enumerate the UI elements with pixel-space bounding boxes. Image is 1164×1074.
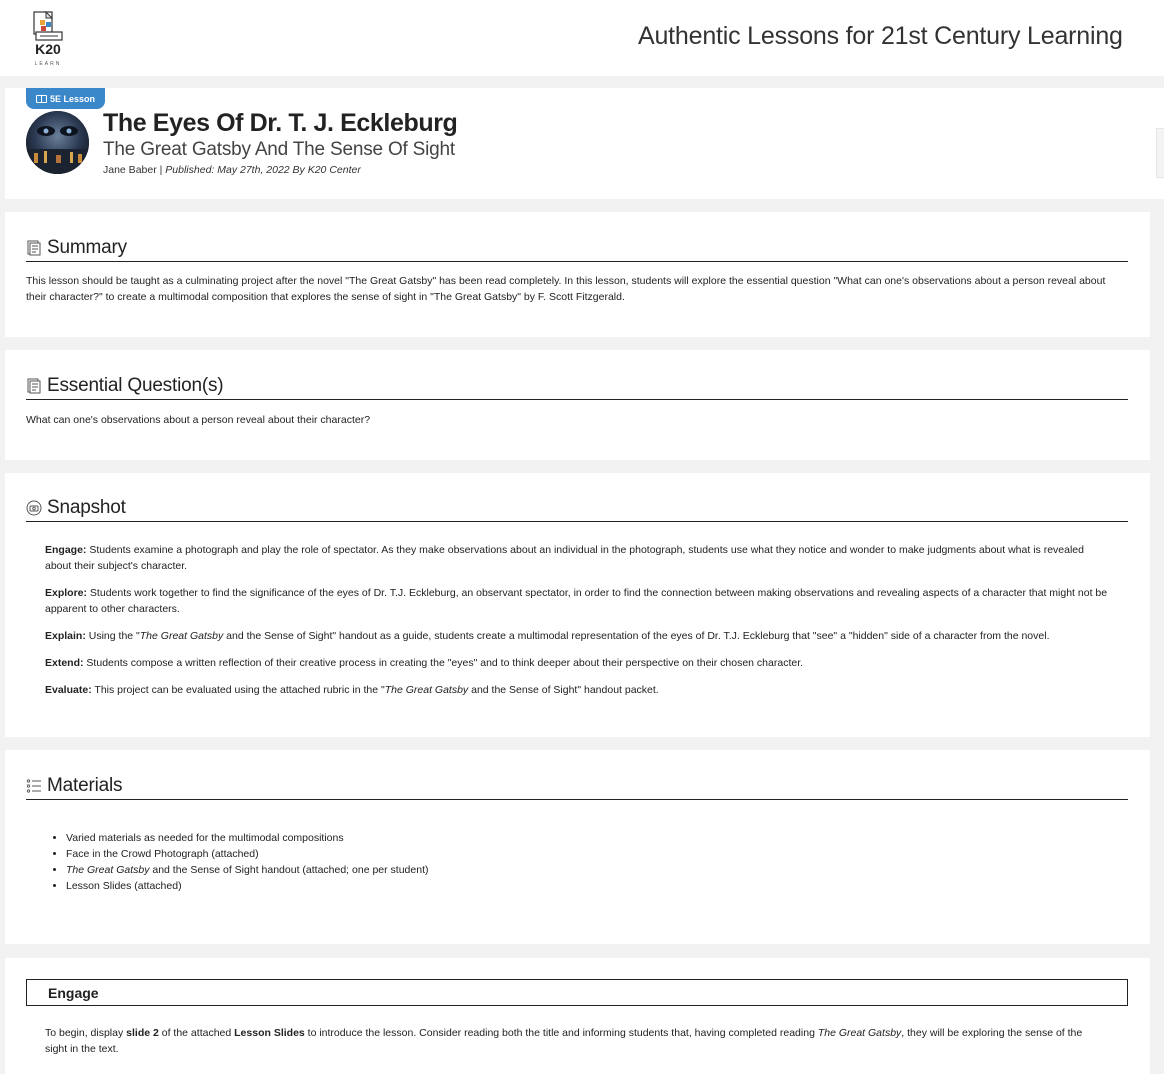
lesson-byline: Jane Baber | Published: May 27th, 2022 By K20 Center (103, 164, 361, 176)
snapshot-heading (26, 496, 1128, 522)
list-icon (26, 778, 42, 794)
logo-wordmark: K20 (35, 41, 61, 57)
site-tagline: Authentic Lessons for 21st Century Learning (638, 22, 1123, 50)
snapshot-item-engage: Engage: Students examine a photograph and play the role of spectator. As they make observations about an individual in the photograph, students use what they notice and wonder to make judgments about what is revealed about their subject's character. (45, 544, 1084, 572)
summary-text: This lesson should be taught as a culminating project after the novel "The Great Gatsby" has been read completely. In this lesson, students will explore the essential question "What can one's observations about a person reveal about their character?" to create a multimodal composition that explores the sense of sight in "The Great Gatsby" by F. Scott Fitzgerald. (26, 275, 1106, 303)
document-icon (26, 378, 42, 394)
snapshot-item-explore: Explore: Students work together to find the significance of the eyes of Dr. T.J. Eckleburg, an observant spectator, in order to find the connection between making observations and revealing aspects of a character that might not be apparent to other characters. (45, 587, 1108, 615)
materials-title: Materials (47, 775, 123, 796)
summary-title: Summary (47, 237, 127, 258)
engage-heading: Engage (26, 979, 1128, 1006)
published-info: Published: May 27th, 2022 By K20 Center (165, 164, 361, 176)
summary-heading (26, 236, 1128, 262)
materials-heading (26, 774, 1128, 800)
snapshot-item-evaluate: Evaluate: This project can be evaluated using the attached rubric in the "The Great Gatsby and the Sense of Sight" handout packet. (45, 684, 659, 696)
essential-question-text: What can one's observations about a person reveal about their character? (26, 414, 371, 426)
lesson-subtitle: The Great Gatsby And The Sense Of Sight (103, 139, 455, 160)
snapshot-card (5, 473, 1150, 737)
snapshot-list (45, 542, 1109, 709)
document-icon (26, 240, 42, 256)
snapshot-item-explain: Explain: Using the "The Great Gatsby and the Sense of Sight" handout as a guide, students create a multimodal representation of the eyes of Dr. T.J. Eckleburg that "see" a "hidden" side of a character from the novel. (45, 630, 1050, 642)
essential-question-title: Essential Question(s) (47, 375, 224, 396)
list-item: • Varied materials as needed for the multimodal compositions (66, 830, 1046, 846)
logo-subtext: LEARN (34, 61, 62, 67)
engage-text: To begin, display slide 2 of the attached Lesson Slides to introduce the lesson. Consider reading both the title and informing students that, having completed reading The Great Gatsby, they will be exploring the sense of the sight in the text. (45, 1027, 1083, 1055)
list-item: • Lesson Slides (attached) (66, 878, 1046, 894)
summary-card (5, 212, 1150, 337)
camera-icon (26, 500, 42, 516)
list-item: • Face in the Crowd Photograph (attached) (66, 846, 1046, 862)
snapshot-item-extend: Extend: Students compose a written reflection of their creative process in creating the "eyes" and to think deeper about their perspective on their chosen character. (45, 657, 804, 669)
lesson-title: The Eyes Of Dr. T. J. Eckleburg (103, 109, 458, 137)
lesson-avatar (26, 111, 89, 174)
badge-label: 5E Lesson (50, 93, 96, 104)
snapshot-title: Snapshot (47, 497, 126, 518)
side-tab[interactable] (1156, 128, 1164, 178)
site-header (0, 0, 1164, 76)
essential-question-card (5, 350, 1150, 460)
materials-list (46, 830, 1046, 894)
engage-card (5, 958, 1150, 1074)
materials-card (5, 750, 1150, 944)
lesson-type-badge (26, 88, 105, 109)
k20-logo[interactable] (30, 10, 66, 68)
author-name: Jane Baber (103, 164, 157, 176)
essential-question-heading (26, 374, 1128, 400)
book-icon (36, 95, 47, 103)
list-item: • The Great Gatsby and the Sense of Sight handout (attached; one per student) (66, 862, 1046, 878)
